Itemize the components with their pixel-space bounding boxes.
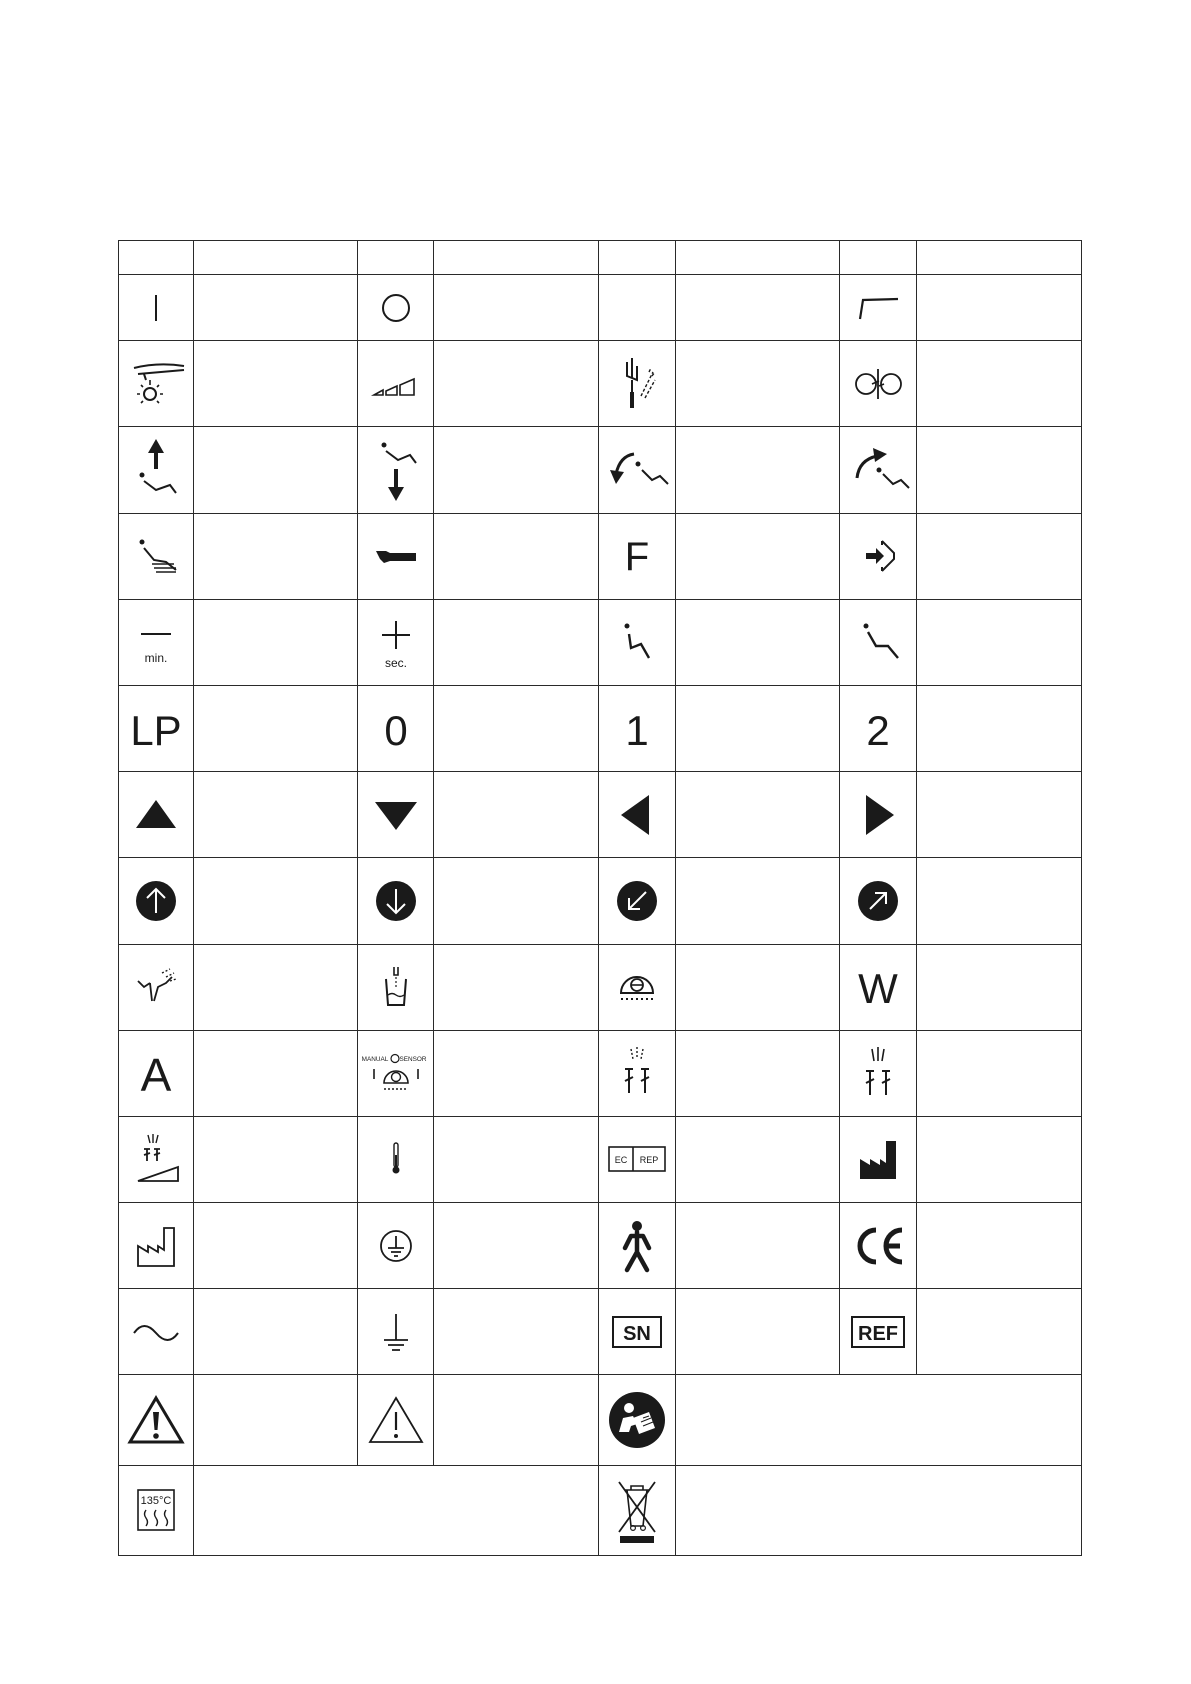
description-cell <box>917 1203 1082 1289</box>
lamp-manual-sensor-icon <box>360 1043 432 1103</box>
header-cell <box>676 241 840 275</box>
ce-mark-icon <box>846 1216 910 1276</box>
description-cell <box>676 1375 1082 1465</box>
symbol-cell <box>358 858 434 944</box>
letter-f-text: F <box>624 535 650 580</box>
symbol-cell <box>119 944 194 1030</box>
table-row <box>119 1465 1082 1555</box>
symbol-cell <box>599 341 676 427</box>
symbol-cell <box>599 1030 676 1116</box>
letter-a-text: A <box>140 1049 172 1102</box>
ec-rep-icon <box>605 1139 669 1179</box>
description-cell <box>194 1203 358 1289</box>
light-switch-icon <box>607 1041 667 1105</box>
letter-w-text: W <box>858 965 898 1013</box>
description-cell <box>194 1116 358 1202</box>
dental-chair-icon <box>848 283 908 333</box>
chair-up-icon <box>126 435 186 505</box>
description-cell <box>676 944 840 1030</box>
symbol-cell <box>358 1375 434 1465</box>
triangle-left-icon <box>607 785 667 845</box>
header-cell <box>194 241 358 275</box>
description-cell <box>434 1203 599 1289</box>
table-row <box>119 427 1082 513</box>
enter-icon <box>848 531 908 581</box>
symbol-cell <box>119 1465 194 1555</box>
description-cell <box>917 1289 1082 1375</box>
symbol-cell <box>358 1030 434 1116</box>
description-cell <box>434 944 599 1030</box>
description-cell <box>434 685 599 771</box>
triangle-right-icon <box>848 785 908 845</box>
table-header-row <box>119 241 1082 275</box>
symbol-cell <box>599 1289 676 1375</box>
symbol-cell <box>358 513 434 599</box>
manufacturer-icon <box>848 1129 908 1189</box>
minus-unit-text: min. <box>144 651 168 666</box>
symbol-cell <box>358 275 434 341</box>
handpiece-light-icon <box>124 354 188 414</box>
backrest-up-icon <box>843 440 913 500</box>
symbol-cell <box>599 1465 676 1555</box>
symbol-cell <box>840 513 917 599</box>
symbol-cell <box>119 1375 194 1465</box>
chair-position-1-icon <box>607 612 667 672</box>
symbol-cell <box>840 1289 917 1375</box>
symbol-cell <box>119 275 194 341</box>
symbol-cell <box>358 341 434 427</box>
description-cell <box>917 341 1082 427</box>
symbol-cell <box>119 1116 194 1202</box>
description-cell <box>194 341 358 427</box>
header-cell <box>119 241 194 275</box>
symbol-cell <box>119 772 194 858</box>
circle-arrow-down-icon <box>366 871 426 931</box>
symbol-cell <box>840 772 917 858</box>
protective-earth-icon <box>366 1216 426 1276</box>
symbol-cell <box>358 1203 434 1289</box>
description-cell <box>434 1375 599 1465</box>
description-cell <box>917 599 1082 685</box>
description-cell <box>676 1203 840 1289</box>
symbol-cell <box>119 1289 194 1375</box>
description-cell <box>194 1030 358 1116</box>
description-cell <box>434 599 599 685</box>
symbol-cell <box>840 1030 917 1116</box>
symbol-cell <box>358 685 434 771</box>
header-cell <box>358 241 434 275</box>
table-row <box>119 772 1082 858</box>
table-row <box>119 1289 1082 1375</box>
description-cell <box>194 427 358 513</box>
backrest-down-icon <box>602 440 672 500</box>
chair-down-icon <box>366 435 426 505</box>
serial-number-icon <box>605 1307 669 1357</box>
sterilize-135-icon <box>126 1478 186 1542</box>
circle-arrow-up-icon <box>126 871 186 931</box>
power-on-icon <box>126 283 186 333</box>
symbol-cell <box>119 427 194 513</box>
auto-return-icon <box>846 359 910 409</box>
digit-0-icon <box>366 699 426 759</box>
description-cell <box>917 1030 1082 1116</box>
table-row <box>119 944 1082 1030</box>
thermometer-icon <box>366 1129 426 1189</box>
triangle-up-icon <box>126 790 186 840</box>
symbol-cell <box>119 599 194 685</box>
description-cell <box>676 1116 840 1202</box>
plus-sec-icon <box>366 607 426 677</box>
warning-icon <box>364 1390 428 1450</box>
rep-text: REP <box>639 1155 659 1166</box>
ce-text: CE <box>877 1273 879 1275</box>
description-cell <box>434 1289 599 1375</box>
table-row <box>119 275 1082 341</box>
type-b-applied-part-icon <box>607 1214 667 1278</box>
symbol-cell <box>599 599 676 685</box>
lp-text: LP <box>130 706 182 754</box>
symbol-cell <box>599 1375 676 1465</box>
description-cell <box>676 275 840 341</box>
symbol-cell <box>358 944 434 1030</box>
handpiece-icon <box>366 531 426 581</box>
symbol-cell <box>358 772 434 858</box>
symbol-cell <box>840 1116 917 1202</box>
ground-icon <box>366 1302 426 1362</box>
cup-filler-icon <box>366 957 426 1017</box>
circle-arrow-up-right-icon <box>848 871 908 931</box>
table-row <box>119 685 1082 771</box>
ec-text: EC <box>614 1155 628 1166</box>
digit-1-icon <box>607 699 667 759</box>
description-cell <box>434 858 599 944</box>
description-cell <box>676 513 840 599</box>
description-cell <box>917 685 1082 771</box>
symbol-table <box>118 240 1082 1556</box>
description-cell <box>194 599 358 685</box>
digit-2-icon <box>848 699 908 759</box>
warning-bold-icon <box>124 1390 188 1450</box>
symbol-cell <box>599 772 676 858</box>
reference-icon <box>846 1307 910 1357</box>
header-cell <box>599 241 676 275</box>
lp-icon <box>124 699 188 759</box>
description-cell <box>434 1116 599 1202</box>
work-position-icon <box>126 526 186 586</box>
symbol-cell <box>358 1289 434 1375</box>
description-cell <box>194 685 358 771</box>
weee-bin-icon <box>607 1474 667 1546</box>
alternating-current-icon <box>126 1307 186 1357</box>
description-cell <box>676 1289 840 1375</box>
symbol-cell <box>599 275 676 341</box>
letter-a-icon <box>126 1043 186 1103</box>
description-cell <box>676 1465 1082 1555</box>
symbol-cell <box>119 1030 194 1116</box>
description-cell <box>194 275 358 341</box>
description-cell <box>917 427 1082 513</box>
header-cell <box>840 241 917 275</box>
description-cell <box>194 1465 599 1555</box>
description-cell <box>917 944 1082 1030</box>
table-row <box>119 599 1082 685</box>
symbol-cell <box>840 275 917 341</box>
description-cell <box>194 858 358 944</box>
description-cell <box>917 513 1082 599</box>
symbol-cell <box>599 1203 676 1289</box>
description-cell <box>434 513 599 599</box>
date-of-manufacture-icon <box>126 1216 186 1276</box>
plus-unit-text: sec. <box>384 656 407 671</box>
operating-lamp-icon <box>607 957 667 1017</box>
symbol-cell <box>840 858 917 944</box>
symbol-cell <box>840 1203 917 1289</box>
table-row <box>119 1116 1082 1202</box>
symbol-cell <box>599 944 676 1030</box>
description-cell <box>194 1289 358 1375</box>
power-off-icon <box>366 283 426 333</box>
symbol-cell <box>358 427 434 513</box>
header-cell <box>917 241 1082 275</box>
table-row <box>119 513 1082 599</box>
digit-1-text: 1 <box>625 706 649 754</box>
description-cell <box>917 858 1082 944</box>
table-row <box>119 1203 1082 1289</box>
symbol-cell <box>599 513 676 599</box>
symbol-cell <box>119 1203 194 1289</box>
symbol-cell <box>599 858 676 944</box>
light-intensity-icon <box>126 1127 186 1191</box>
symbol-cell <box>358 1116 434 1202</box>
manual-text: MANUAL <box>361 1056 388 1064</box>
digit-0-text: 0 <box>383 706 408 754</box>
light-switch-alt-icon <box>848 1041 908 1105</box>
description-cell <box>676 858 840 944</box>
chair-position-2-icon <box>848 612 908 672</box>
water-spray-icon <box>126 957 186 1017</box>
description-cell <box>676 772 840 858</box>
symbol-cell <box>840 685 917 771</box>
read-manual-icon <box>605 1388 669 1452</box>
ref-text: REF <box>858 1322 898 1345</box>
description-cell <box>194 772 358 858</box>
description-cell <box>676 427 840 513</box>
symbol-cell <box>599 1116 676 1202</box>
symbol-cell <box>599 427 676 513</box>
description-cell <box>676 685 840 771</box>
symbol-cell <box>119 513 194 599</box>
description-cell <box>434 772 599 858</box>
description-cell <box>434 341 599 427</box>
symbol-cell <box>358 599 434 685</box>
table-row <box>119 341 1082 427</box>
description-cell <box>434 275 599 341</box>
symbol-cell <box>840 599 917 685</box>
description-cell <box>194 1375 358 1465</box>
letter-w-icon <box>846 957 910 1017</box>
table-row <box>119 1030 1082 1116</box>
symbol-cell <box>599 685 676 771</box>
table-row <box>119 1375 1082 1465</box>
description-cell <box>676 341 840 427</box>
symbol-cell <box>840 341 917 427</box>
description-cell <box>194 944 358 1030</box>
digit-2-text: 2 <box>866 706 890 754</box>
table-row <box>119 858 1082 944</box>
symbol-cell <box>840 427 917 513</box>
instrument-spray-icon <box>607 352 667 416</box>
description-cell <box>676 1030 840 1116</box>
minus-min-icon <box>126 612 186 672</box>
description-cell <box>917 1116 1082 1202</box>
description-cell <box>676 599 840 685</box>
sterilize-temp-text: 135°C <box>140 1495 172 1508</box>
description-cell <box>194 513 358 599</box>
circle-arrow-down-left-icon <box>607 871 667 931</box>
triangle-down-icon <box>366 790 426 840</box>
sn-text: SN <box>623 1322 651 1345</box>
description-cell <box>917 275 1082 341</box>
intensity-level-icon <box>366 359 426 409</box>
sensor-text: SENSOR <box>399 1056 426 1064</box>
symbol-cell <box>119 685 194 771</box>
description-cell <box>434 427 599 513</box>
letter-f-icon <box>607 526 667 586</box>
symbol-cell <box>119 341 194 427</box>
symbol-cell <box>119 858 194 944</box>
symbol-cell <box>840 944 917 1030</box>
description-cell <box>434 1030 599 1116</box>
description-cell <box>917 772 1082 858</box>
header-cell <box>434 241 599 275</box>
